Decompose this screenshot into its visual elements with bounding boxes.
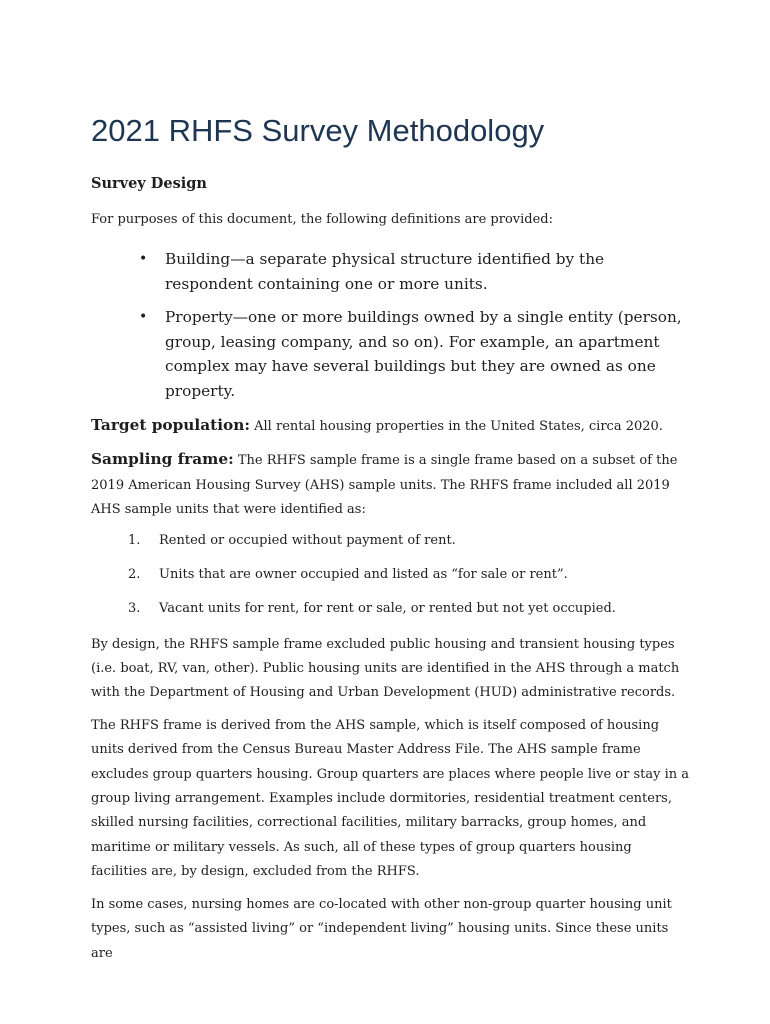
definition-text: Building—a separate physical structure identified by the respondent containing one or more units. bbox=[165, 250, 605, 293]
definitions-intro: For purposes of this document, the following definitions are provided: bbox=[91, 212, 554, 227]
item-number: 3. bbox=[128, 600, 141, 616]
list-item bbox=[91, 531, 691, 551]
list-item bbox=[91, 247, 691, 296]
page-title: 2021 RHFS Survey Methodology bbox=[91, 113, 545, 148]
document-body bbox=[91, 112, 691, 974]
item-number: 2. bbox=[128, 566, 141, 582]
frame-items-list bbox=[91, 531, 691, 619]
bullet-icon: • bbox=[139, 309, 148, 325]
definition-text: Property—one or more buildings owned by a single entity (person, group, leasing company, and so on). For example, an apartment complex may have several buildings but they are owned as one property. bbox=[165, 308, 682, 400]
definitions-list bbox=[91, 247, 691, 403]
paragraph-nursing-homes: In some cases, nursing homes are co-located with other non-group quarter housing unit types, such as “assisted living” or “independent living” housing units. Since these units are bbox=[91, 896, 672, 961]
sampling-frame bbox=[91, 447, 691, 522]
paragraph-group-quarters: The RHFS frame is derived from the AHS sample, which is itself composed of housing units derived from the Census Bureau Master Address File. The AHS sample frame excludes group quarters housing. Group quarters are places where people live or stay in a group living arrangement. Examples include dormitories, residential treatment centers, skilled nursing facilities, correctional facilities, military barracks, group homes, and maritime or military vessels. As such, all of these types of group quarters housing facilities are, by design, excluded from the RHFS. bbox=[91, 717, 690, 880]
list-item bbox=[91, 565, 691, 585]
bullet-icon: • bbox=[139, 251, 148, 267]
sampling-frame-text: The RHFS sample frame is a single frame based on a subset of the 2019 American Housing Survey (AHS) sample units. The RHFS frame included all 2019 AHS sample units that were identified as: bbox=[91, 453, 678, 518]
sampling-frame-label: Sampling frame: bbox=[91, 450, 234, 469]
target-population bbox=[91, 413, 691, 439]
item-number: 1. bbox=[128, 532, 141, 548]
item-text: Rented or occupied without payment of rent. bbox=[159, 532, 456, 548]
target-population-label: Target population: bbox=[91, 416, 250, 434]
list-item bbox=[91, 305, 691, 403]
paragraph-public-housing: By design, the RHFS sample frame excluded public housing and transient housing types (i.e. boat, RV, van, other). Public housing units are identified in the AHS through a match with the Department of Housing and Urban Development (HUD) administrative records. bbox=[91, 636, 680, 701]
survey-design-heading: Survey Design bbox=[91, 175, 207, 192]
list-item bbox=[91, 599, 691, 619]
target-population-text: All rental housing properties in the United States, circa 2020. bbox=[254, 419, 663, 434]
item-text: Vacant units for rent, for rent or sale, or rented but not yet occupied. bbox=[159, 600, 616, 616]
item-text: Units that are owner occupied and listed as “for sale or rent”. bbox=[159, 566, 568, 582]
